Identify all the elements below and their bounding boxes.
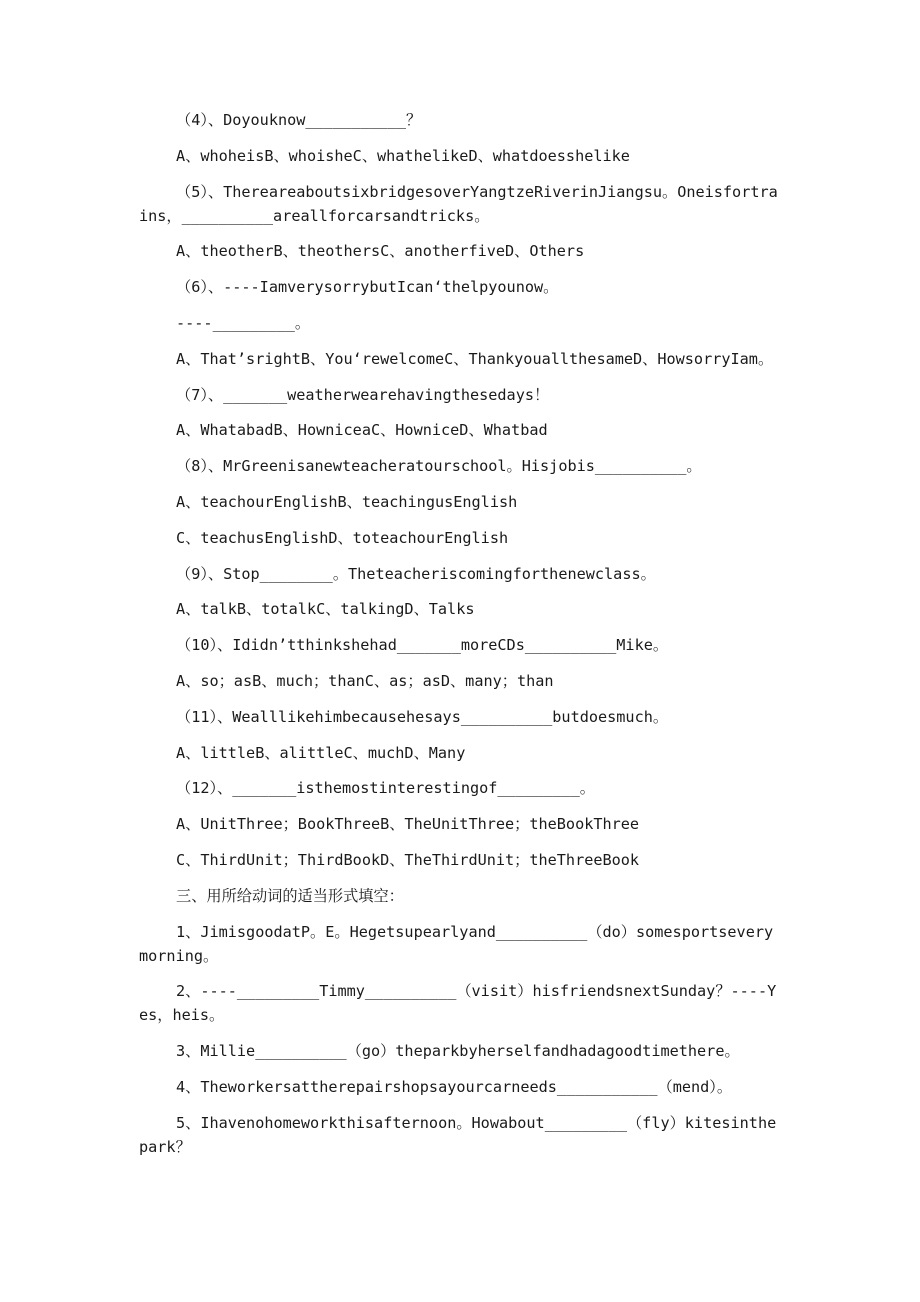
question-7-stem: （7）、_______weatherwearehavingthesedays！ — [176, 385, 550, 404]
question-12-options-ab: A、UnitThree；BookThreeB、TheUnitThree；theBookThree — [176, 815, 640, 834]
verb-item-2: 2、----_________Timmy__________（visit）hisfriendsnextSunday？----Yes，heis。 — [139, 982, 777, 1025]
question-9-options: A、talkB、totalkC、talkingD、Talks — [176, 600, 475, 619]
question-7-options: A、WhatabadB、HowniceaC、HowniceD、Whatbad — [176, 421, 548, 440]
question-10-stem: （10）、Ididn’tthinkshehad_______moreCDs__________Mike。 — [176, 636, 669, 655]
question-4-options: A、whoheisB、whoisheC、whathelikeD、whatdoesshelike — [176, 146, 630, 165]
question-8-stem: （8）、MrGreenisanewteacheratourschool。Hisjobis__________。 — [176, 457, 702, 476]
document-page — [139, 108, 779, 1171]
question-12-stem: （12）、_______isthemostinterestingof_________。 — [176, 779, 595, 798]
verb-item-3: 3、Millie__________（go）theparkbyherselfandhadagoodtimethere。 — [176, 1042, 740, 1061]
question-6-reply: ----_________。 — [176, 313, 311, 332]
question-6-stem: （6）、----IamverysorrybutIcan‘thelpyounow。 — [176, 278, 559, 297]
question-12-options-cd: C、ThirdUnit；ThirdBookD、TheThirdUnit；theThreeBook — [176, 850, 640, 869]
question-5-stem: （5）、ThereareaboutsixbridgesoverYangtzeRiverinJiangsu。Oneisfortrains，__________areallforcarsandtricks。 — [139, 182, 778, 225]
verb-item-4: 4、Theworkersattherepairshopsayourcarneeds___________（mend）。 — [176, 1077, 733, 1096]
section-3-heading: 三、用所给动词的适当形式填空： — [176, 886, 404, 905]
verb-item-5: 5、Ihavenohomeworkthisafternoon。Howabout_________（fly）kitesinthepark？ — [139, 1113, 777, 1156]
question-4-stem: （4）、Doyouknow___________？ — [176, 111, 422, 129]
question-6-options: A、That’srightB、You‘rewelcomeC、ThankyouallthesameD、HowsorryIam。 — [176, 349, 774, 368]
question-11-options: A、littleB、alittleC、muchD、Many — [176, 743, 466, 762]
question-9-stem: （9）、Stop________。Theteacheriscomingforthenewclass。 — [176, 564, 656, 583]
question-5-options: A、theotherB、theothersC、anotherfiveD、Others — [176, 242, 585, 261]
verb-item-1: 1、JimisgoodatP。E。Hegetsupearlyand__________（do）somesportseverymorning。 — [139, 922, 774, 965]
question-10-options: A、so；asB、much；thanC、as；asD、many；than — [176, 671, 554, 690]
question-8-options-ab: A、teachourEnglishB、teachingusEnglish — [176, 492, 518, 511]
question-11-stem: （11）、Wealllikehimbecausehesays__________butdoesmuch。 — [176, 707, 669, 726]
question-8-options-cd: C、teachusEnglishD、toteachourEnglish — [176, 528, 509, 547]
